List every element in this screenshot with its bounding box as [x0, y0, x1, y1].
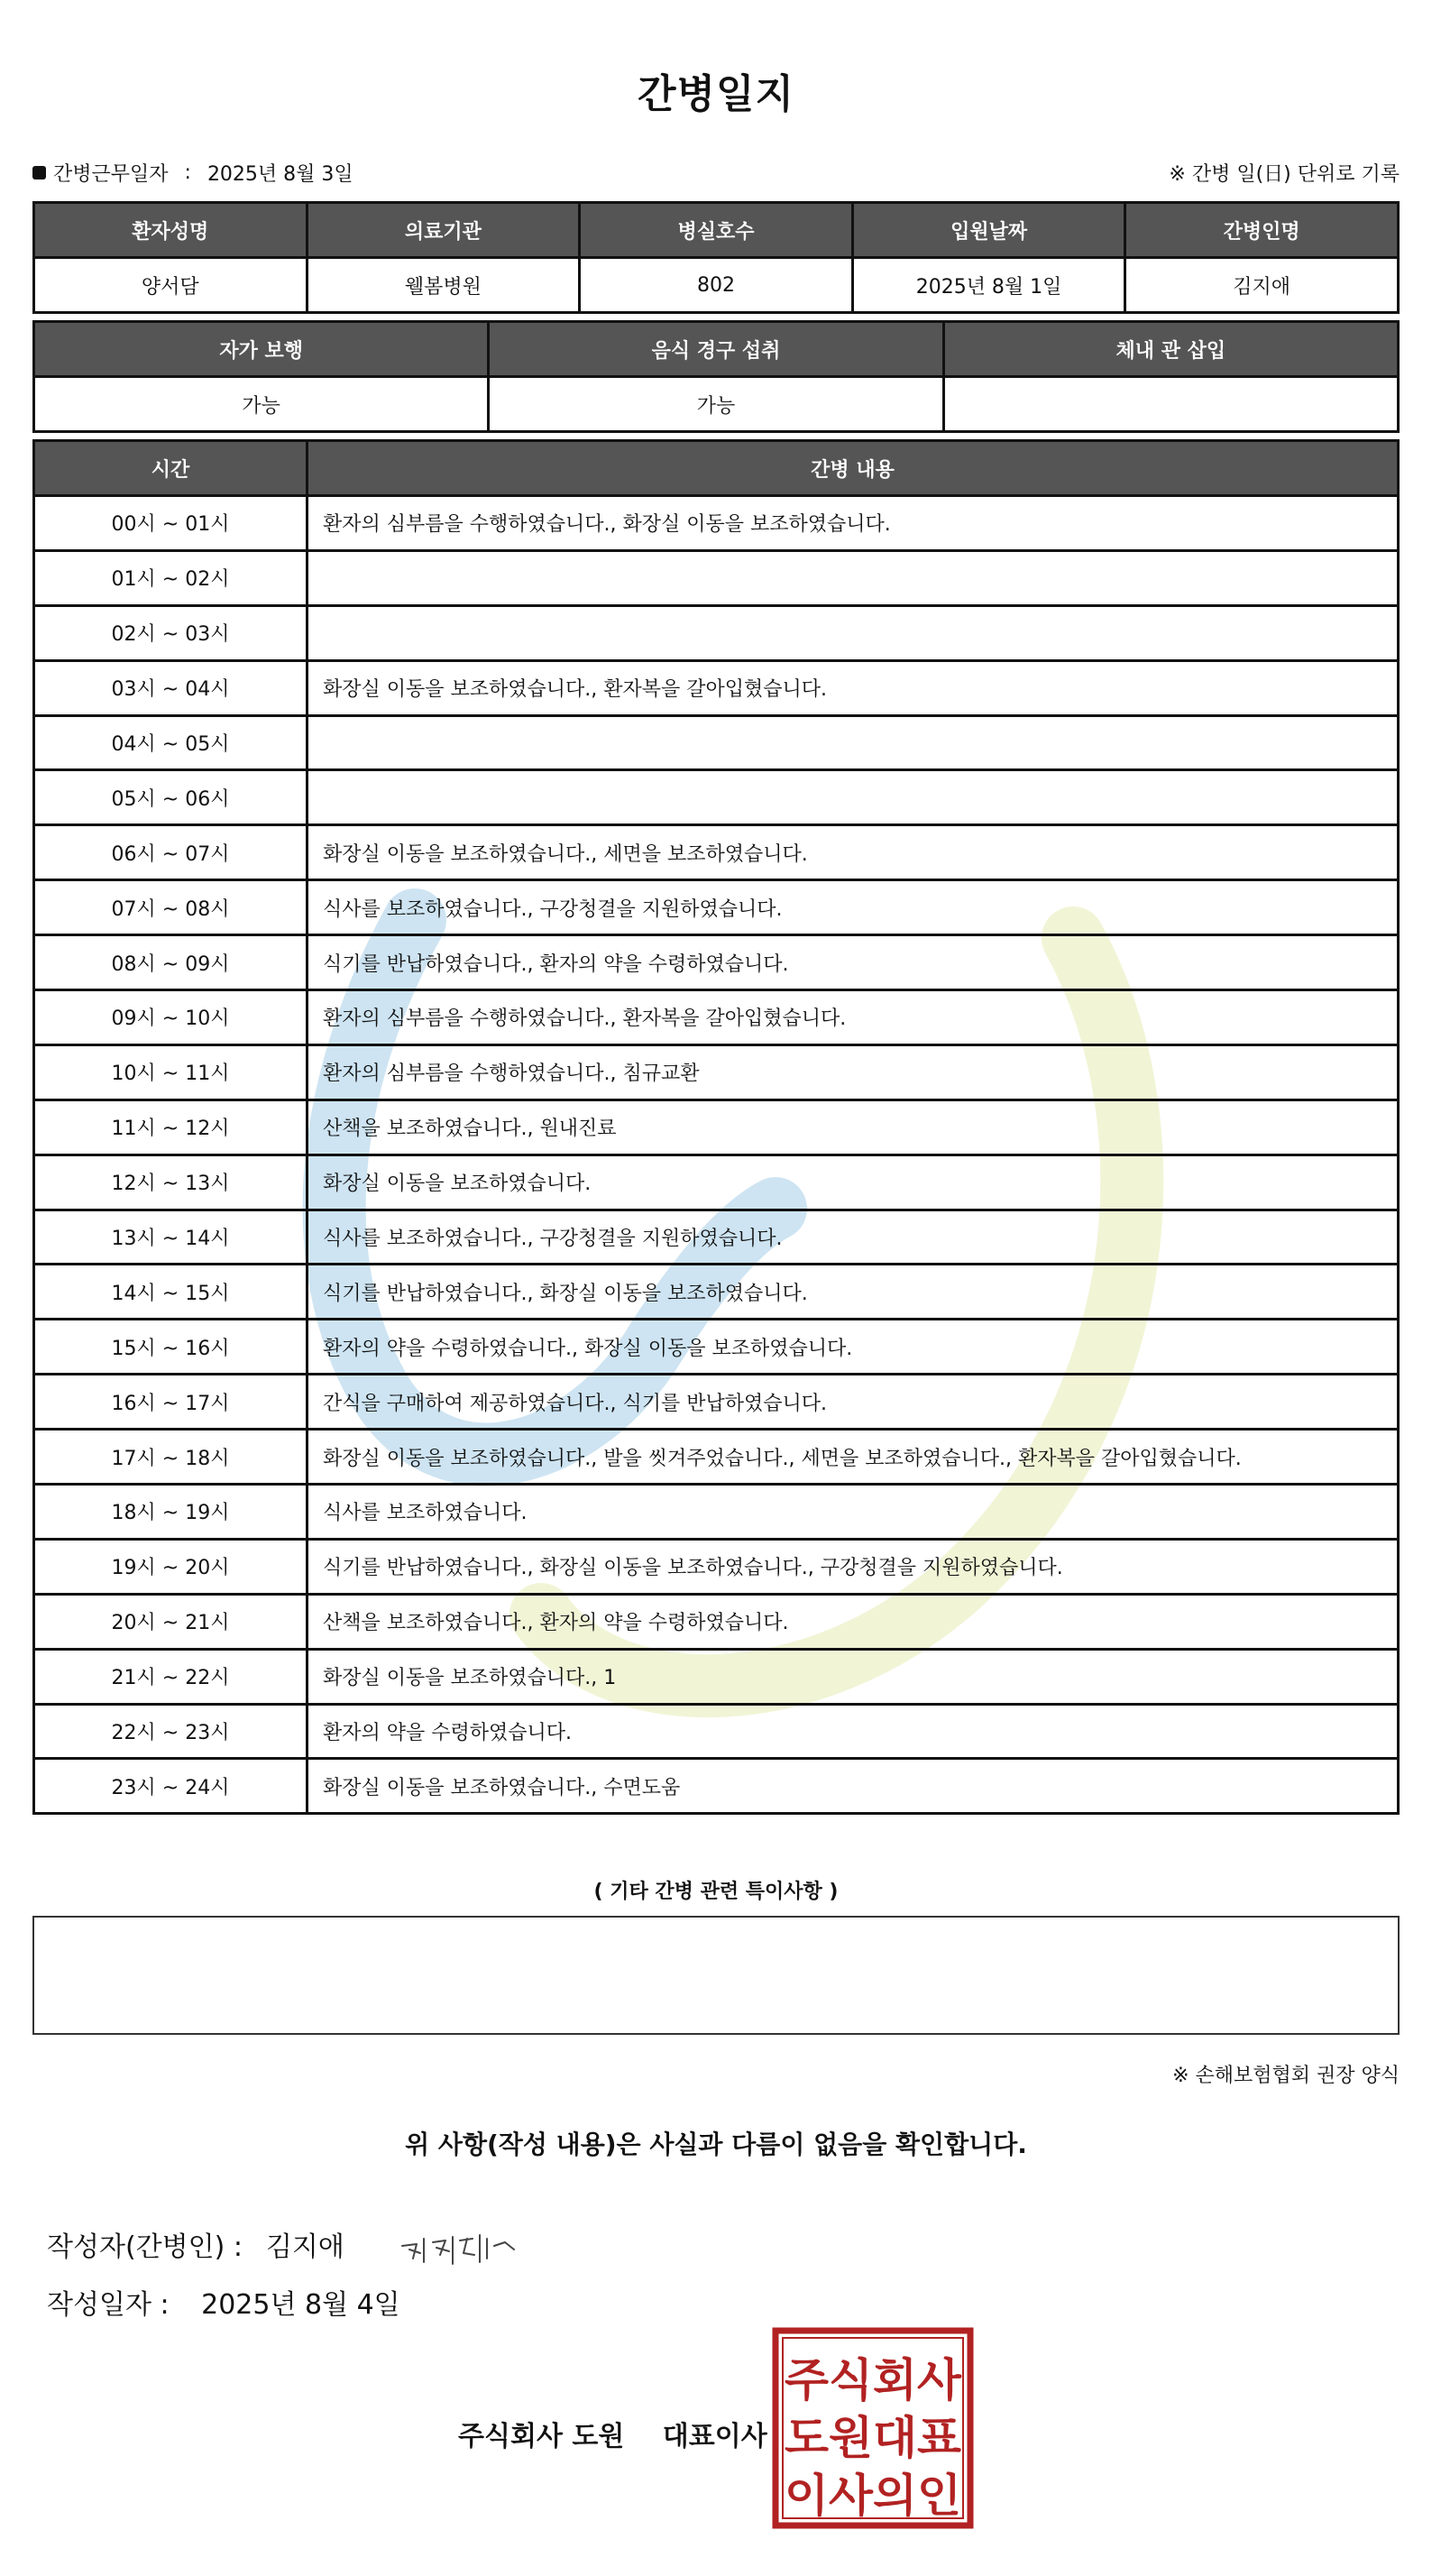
write-date-label: 작성일자 :	[47, 2289, 170, 2321]
care-log-row	[34, 1704, 1399, 1759]
care-log-row	[34, 770, 1399, 825]
patient-status-value-row	[34, 377, 1399, 432]
patient-name-value: 양서담	[34, 258, 308, 313]
care-log-row	[34, 1265, 1399, 1320]
work-date-label: 간병근무일자	[53, 163, 169, 186]
signature-icon	[397, 2219, 532, 2269]
care-log-content: 식사를 보조하였습니다.	[308, 1485, 1399, 1540]
company-line	[458, 2414, 767, 2453]
care-log-content: 화장실 이동을 보조하였습니다., 세면을 보조하였습니다.	[308, 825, 1399, 880]
self-walking-value: 가능	[34, 377, 489, 432]
care-log-content: 환자의 심부름을 수행하였습니다., 환자복을 갈아입혔습니다.	[308, 990, 1399, 1045]
writer-label: 작성자(간병인) :	[47, 2231, 243, 2263]
care-log-row	[34, 1044, 1399, 1099]
care-log-content: 식기를 반납하였습니다., 환자의 약을 수령하였습니다.	[308, 935, 1399, 990]
svg-text:주식회사: 주식회사	[785, 2354, 962, 2406]
care-log-content: 화장실 이동을 보조하였습니다., 환자복을 갈아입혔습니다.	[308, 660, 1399, 715]
care-log-time: 10시 ~ 11시	[34, 1044, 308, 1099]
special-notes-label: ( 기타 간병 관련 특이사항 )	[593, 1881, 839, 1903]
care-log-time: 14시 ~ 15시	[34, 1265, 308, 1320]
bullet-icon	[32, 166, 46, 179]
care-log-time: 22시 ~ 23시	[34, 1704, 308, 1759]
care-log-content: 식기를 반납하였습니다., 화장실 이동을 보조하였습니다., 구강청결을 지원하였습니다.	[308, 1539, 1399, 1594]
care-log-content: 간식을 구매하여 제공하였습니다., 식기를 반납하였습니다.	[308, 1375, 1399, 1430]
care-log-content: 화장실 이동을 보조하였습니다., 발을 씻겨주었습니다., 세면을 보조하였습니다., 환자복을 갈아입혔습니다.	[308, 1430, 1399, 1485]
care-log-time: 17시 ~ 18시	[34, 1430, 308, 1485]
page-title: 간병일지	[637, 71, 794, 117]
care-log-row	[34, 605, 1399, 660]
care-log-row	[34, 1594, 1399, 1649]
care-log-content	[308, 770, 1399, 825]
care-log-row	[34, 1375, 1399, 1430]
patient-info-header-row	[34, 203, 1399, 258]
patient-info-table	[32, 201, 1400, 314]
header-time: 시간	[34, 441, 308, 496]
care-log-content: 환자의 심부름을 수행하였습니다., 침규교환	[308, 1044, 1399, 1099]
special-notes-box	[32, 1916, 1400, 2035]
care-log-time: 03시 ~ 04시	[34, 660, 308, 715]
svg-text:도원대표: 도원대표	[785, 2412, 962, 2464]
care-log-row	[34, 1155, 1399, 1210]
care-log-row	[34, 1320, 1399, 1375]
writer-line	[47, 2219, 532, 2269]
caregiver-name-value: 김지애	[1125, 258, 1399, 313]
header-admission-date: 입원날짜	[852, 203, 1125, 258]
care-log-time: 00시 ~ 01시	[34, 496, 308, 551]
header-hospital: 의료기관	[307, 203, 580, 258]
company-seal-icon	[772, 2327, 974, 2529]
care-log-row	[34, 880, 1399, 935]
care-log-time: 09시 ~ 10시	[34, 990, 308, 1045]
header-room-number: 병실호수	[580, 203, 853, 258]
care-log-row	[34, 990, 1399, 1045]
care-log-content: 산책을 보조하였습니다., 환자의 약을 수령하였습니다.	[308, 1594, 1399, 1649]
care-log-row	[34, 935, 1399, 990]
writer-name: 김지애	[265, 2231, 344, 2263]
tube-insertion-value	[943, 377, 1398, 432]
care-log-time: 04시 ~ 05시	[34, 715, 308, 770]
patient-info-value-row	[34, 258, 1399, 313]
care-log-body	[34, 496, 1399, 1814]
care-log-content	[308, 550, 1399, 605]
care-log-content: 화장실 이동을 보조하였습니다.	[308, 1155, 1399, 1210]
care-log-time: 01시 ~ 02시	[34, 550, 308, 605]
care-log-row	[34, 1759, 1399, 1814]
care-log-row	[34, 1485, 1399, 1540]
admission-date-value: 2025년 8월 1일	[852, 258, 1125, 313]
care-log-row	[34, 1649, 1399, 1704]
care-log-content: 환자의 약을 수령하였습니다., 화장실 이동을 보조하였습니다.	[308, 1320, 1399, 1375]
write-date-line	[47, 2282, 400, 2322]
header-caregiver-name: 간병인명	[1125, 203, 1399, 258]
work-date-separator: :	[184, 161, 191, 184]
care-log-time: 06시 ~ 07시	[34, 825, 308, 880]
patient-status-header-row	[34, 322, 1399, 377]
care-log-row	[34, 715, 1399, 770]
header-care-content: 간병 내용	[308, 441, 1399, 496]
care-log-time: 20시 ~ 21시	[34, 1594, 308, 1649]
care-log-row	[34, 496, 1399, 551]
work-date-value: 2025년 8월 3일	[207, 163, 353, 186]
care-log-time: 13시 ~ 14시	[34, 1210, 308, 1265]
care-log-content: 식사를 보조하였습니다., 구강청결을 지원하였습니다.	[308, 880, 1399, 935]
care-log-time: 23시 ~ 24시	[34, 1759, 308, 1814]
header-patient-name: 환자성명	[34, 203, 308, 258]
care-log-row	[34, 1539, 1399, 1594]
care-log-time: 15시 ~ 16시	[34, 1320, 308, 1375]
care-log-content	[308, 605, 1399, 660]
care-log-row	[34, 1099, 1399, 1155]
company-ceo-title: 대표이사	[662, 2421, 767, 2452]
header-oral-intake: 음식 경구 섭취	[489, 322, 943, 377]
care-log-row	[34, 1210, 1399, 1265]
svg-text:이사의인: 이사의인	[785, 2470, 961, 2522]
company-name: 주식회사 도원	[458, 2421, 625, 2452]
care-log-time: 07시 ~ 08시	[34, 880, 308, 935]
care-log-time: 21시 ~ 22시	[34, 1649, 308, 1704]
care-log-header-row	[34, 441, 1399, 496]
patient-status-table	[32, 320, 1400, 433]
care-log-time: 08시 ~ 09시	[34, 935, 308, 990]
care-log-row	[34, 660, 1399, 715]
oral-intake-value: 가능	[489, 377, 943, 432]
care-log-content: 식기를 반납하였습니다., 화장실 이동을 보조하였습니다.	[308, 1265, 1399, 1320]
hospital-value: 웰봄병원	[307, 258, 580, 313]
room-number-value: 802	[580, 258, 853, 313]
care-log-content: 화장실 이동을 보조하였습니다., 1	[308, 1649, 1399, 1704]
care-log-time: 12시 ~ 13시	[34, 1155, 308, 1210]
care-log-content: 환자의 약을 수령하였습니다.	[308, 1704, 1399, 1759]
record-note: ※ 간병 일(日) 단위로 기록	[1169, 163, 1400, 186]
care-log-content: 식사를 보조하였습니다., 구강청결을 지원하였습니다.	[308, 1210, 1399, 1265]
confirmation-statement: 위 사항(작성 내용)은 사실과 다름이 없음을 확인합니다.	[405, 2130, 1027, 2159]
form-source-note: ※ 손해보험협회 권장 양식	[1172, 2065, 1400, 2087]
care-log-time: 16시 ~ 17시	[34, 1375, 308, 1430]
care-log-content	[308, 715, 1399, 770]
care-log-content: 화장실 이동을 보조하였습니다., 수면도움	[308, 1759, 1399, 1814]
work-date-line	[32, 159, 353, 187]
care-log-row	[34, 825, 1399, 880]
care-log-time: 19시 ~ 20시	[34, 1539, 308, 1594]
care-log-time: 02시 ~ 03시	[34, 605, 308, 660]
care-log-content: 환자의 심부름을 수행하였습니다., 화장실 이동을 보조하였습니다.	[308, 496, 1399, 551]
care-log-row	[34, 550, 1399, 605]
care-log-row	[34, 1430, 1399, 1485]
care-log-time: 18시 ~ 19시	[34, 1485, 308, 1540]
care-log-table	[32, 439, 1400, 1815]
care-log-time: 05시 ~ 06시	[34, 770, 308, 825]
write-date-value: 2025년 8월 4일	[201, 2289, 400, 2321]
care-log-time: 11시 ~ 12시	[34, 1099, 308, 1155]
header-tube-insertion: 체내 관 삽입	[943, 322, 1398, 377]
header-self-walking: 자가 보행	[34, 322, 489, 377]
care-log-content: 산책을 보조하였습니다., 원내진료	[308, 1099, 1399, 1155]
